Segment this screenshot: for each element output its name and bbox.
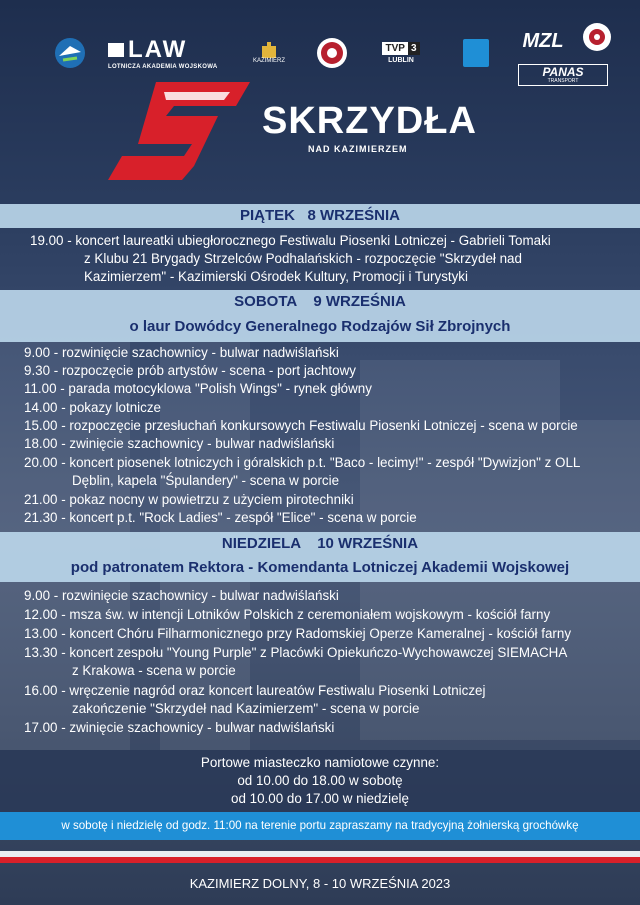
friday-line: Kazimierzem" - Kazimierski Ośrodek Kultury, Promocji i Turystyki	[84, 269, 468, 284]
sunday-line: 9.00 - rozwinięcie szachownicy - bulwar nadwiślański	[24, 588, 339, 603]
port-info	[0, 750, 640, 812]
law-logo-subtitle: LOTNICZA AKADEMIA WOJSKOWA	[108, 64, 218, 70]
red-stripe	[0, 857, 640, 863]
police-star-icon	[580, 20, 614, 54]
saturday-line: 18.00 - zwinięcie szachownicy - bulwar nadwiślański	[24, 436, 335, 451]
panas-logo-text: PANAS	[542, 65, 584, 79]
sunday-line: 13.00 - koncert Chóru Filharmonicznego przy Radomskiej Operze Kameralnej - kościół farny	[24, 626, 572, 641]
sunday-header-band	[0, 532, 640, 582]
tvp-text: TVP	[382, 42, 407, 55]
port-line-sunday: od 10.00 do 17.00 w niedzielę	[231, 791, 409, 806]
brand-title: SKRZYDŁA	[262, 100, 477, 142]
tvp-subtitle: LUBLIN	[388, 57, 414, 64]
saturday-line: 14.00 - pokazy lotnicze	[24, 400, 161, 415]
sunday-line: 16.00 - wręczenie nagród oraz koncert laureatów Festiwalu Piosenki Lotniczej	[24, 683, 486, 698]
saturday-header-band	[0, 290, 640, 342]
logos-row	[0, 0, 640, 84]
panas-logo-subtitle: TRANSPORT	[547, 78, 579, 84]
saturday-subheader: o laur Dowódcy Generalnego Rodzajów Sił Zbrojnych	[129, 318, 511, 335]
footer-text: KAZIMIERZ DOLNY, 8 - 10 WRZEŚNIA 2023	[189, 876, 451, 891]
saturday-line: Dęblin, kapela "Śpulandery" - scena w porcie	[72, 473, 340, 488]
sunday-line: 12.00 - msza św. w intencji Lotników Polskich z ceremoniałem wojskowym - kościół farny	[24, 607, 551, 622]
mzl-logo-text: MZL	[522, 29, 564, 52]
law-logo-text: LAW	[128, 36, 188, 63]
brand-subtitle: NAD KAZIMIERZEM	[308, 144, 408, 154]
saturday-line: 15.00 - rozpoczęcie przesłuchań konkursowych Festiwalu Piosenki Lotniczej - scena w porcie	[24, 418, 578, 433]
saturday-header: SOBOTA 9 WRZEŚNIA	[234, 293, 406, 310]
friday-header: PIĄTEK 8 WRZEŚNIA	[0, 204, 640, 228]
kazimierz-logo-text: KAZIMIERZ	[252, 58, 285, 64]
saturday-line: 9.30 - rozpoczęcie prób artystów - scena - port jachtowy	[24, 363, 356, 378]
sunday-line: zakończenie "Skrzydeł nad Kazimierzem" - scena w porcie	[72, 701, 420, 716]
saturday-line: 21.00 - pokaz nocny w powietrzu z użyciem pirotechniki	[24, 492, 354, 507]
saturday-line: 20.00 - koncert piosenek lotniczych i góralskich p.t. "Baco - lecimy!" - zespół "Dywizjon" z OLL	[24, 455, 581, 470]
sunday-line: 17.00 - zwinięcie szachownicy - bulwar nadwiślański	[24, 720, 335, 735]
law-logo	[108, 36, 226, 70]
tvp3-logo	[376, 36, 426, 70]
s-logo-icon	[108, 82, 258, 180]
bird-logo-icon	[52, 36, 88, 70]
saturday-line: 11.00 - parada motocyklowa "Polish Wings" - rynek główny	[24, 381, 372, 396]
mzl-logo	[514, 24, 572, 58]
sunday-subheader: pod patronatem Rektora - Komendanta Lotniczej Akademii Wojskowej	[70, 559, 570, 576]
grochowka-banner: w sobotę i niedzielę od godz. 11:00 na terenie portu zapraszamy na tradycyjną żołnierską grochówkę	[0, 812, 640, 840]
kazimierz-logo	[248, 36, 290, 70]
friday-line: z Klubu 21 Brygady Strzelców Podhalańskich - rozpoczęcie "Skrzydeł nad	[84, 251, 522, 266]
emblem-logo-icon	[314, 36, 350, 70]
radio-lublin-logo-icon	[462, 36, 490, 70]
sunday-header: NIEDZIELA 10 WRZEŚNIA	[221, 535, 419, 552]
saturday-line: 21.30 - koncert p.t. "Rock Ladies" - zespół "Elice" - scena w porcie	[24, 510, 417, 525]
brand-section	[0, 82, 640, 182]
port-title: Portowe miasteczko namiotowe czynne:	[200, 755, 440, 770]
castle-icon	[260, 42, 278, 58]
port-line-saturday: od 10.00 do 18.00 w sobotę	[237, 773, 403, 788]
sunday-line: 13.30 - koncert zespołu "Young Purple" z Placówki Opiekuńczo-Wychowawczej SIEMACHA	[24, 645, 568, 660]
sunday-line: z Krakowa - scena w porcie	[72, 663, 236, 678]
tvp-number: 3	[408, 42, 420, 55]
saturday-line: 9.00 - rozwinięcie szachownicy - bulwar nadwiślański	[24, 345, 339, 360]
friday-line: 19.00 - koncert laureatki ubiegłorocznego Festiwalu Piosenki Lotniczej - Gabrieli Tomaki	[30, 233, 551, 248]
checkerboard-icon	[108, 43, 124, 57]
